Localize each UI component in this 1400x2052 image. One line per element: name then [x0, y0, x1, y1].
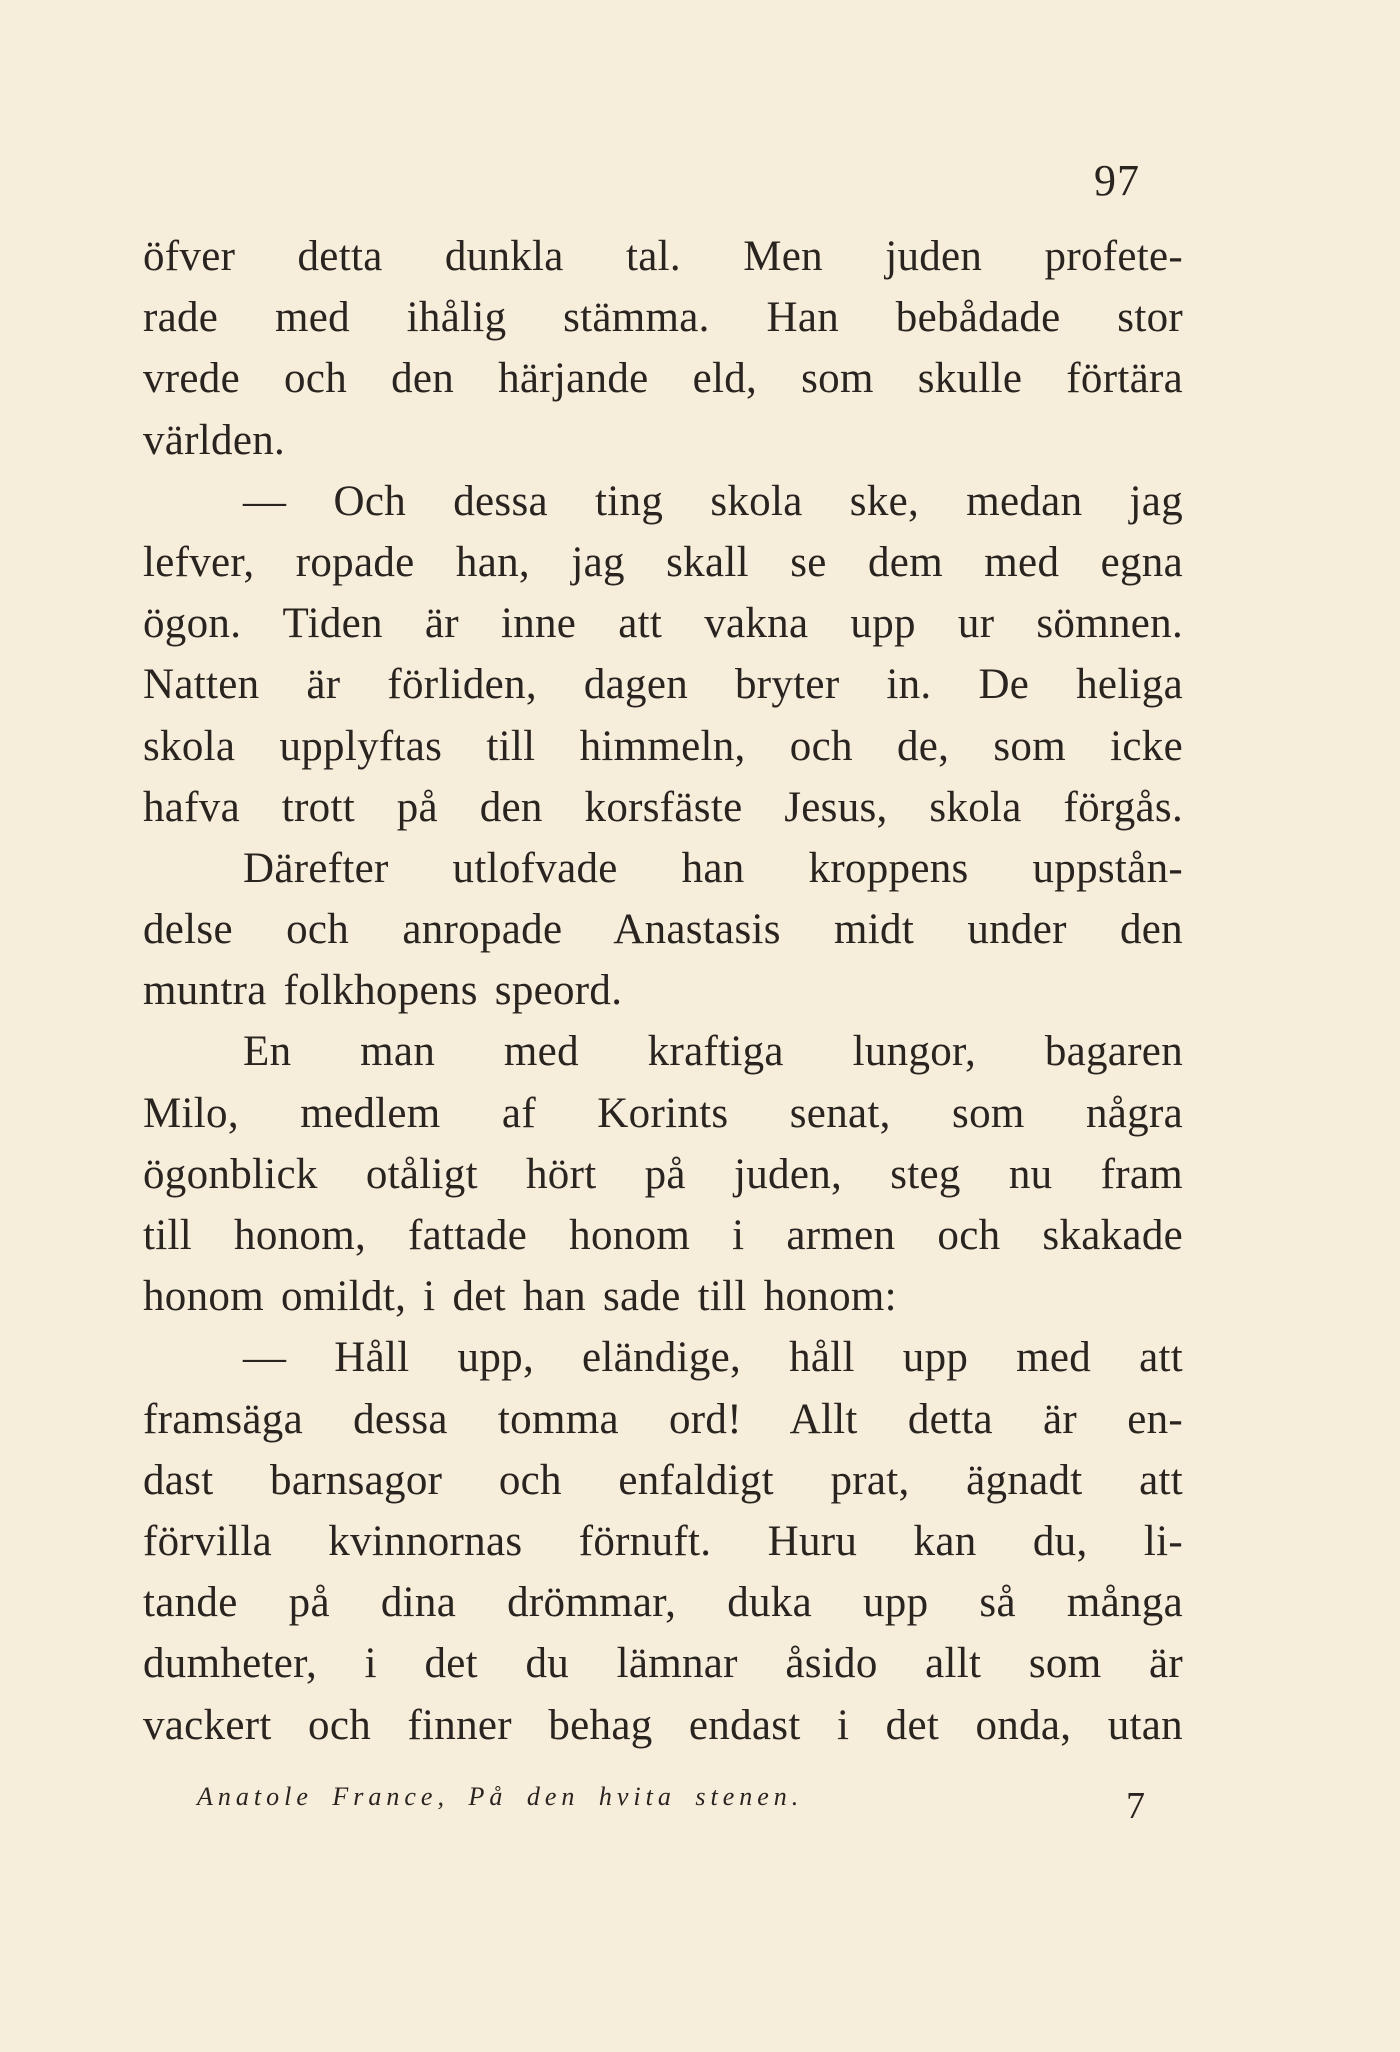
text-line: förvilla kvinnornas förnuft. Huru kan du, li-	[143, 1517, 1183, 1565]
text-line: Milo, medlem af Korints senat, som några	[143, 1089, 1183, 1137]
text-line: Därefter utlofvade han kroppens uppstån-	[243, 844, 1183, 892]
text-line: världen.	[143, 416, 286, 464]
text-line: — Och dessa ting skola ske, medan jag	[243, 477, 1183, 525]
text-line: vrede och den härjande eld, som skulle förtära	[143, 355, 1183, 403]
text-line: till honom, fattade honom i armen och skakade	[143, 1212, 1183, 1259]
text-line: framsäga dessa tomma ord! Allt detta är en-	[143, 1395, 1183, 1443]
text-line: ögon. Tiden är inne att vakna upp ur sömnen.	[143, 600, 1183, 648]
text-line: delse och anropade Anastasis midt under den	[143, 906, 1183, 954]
text-line: tande på dina drömmar, duka upp så många	[143, 1579, 1183, 1627]
text-line: En man med kraftiga lungor, bagaren	[243, 1028, 1183, 1076]
running-footer: Anatole France, På den hvita stenen.	[197, 1782, 804, 1811]
text-line: honom omildt, i det han sade till honom:	[143, 1273, 897, 1321]
text-line: skola upplyftas till himmeln, och de, som icke	[143, 722, 1183, 770]
body-text	[143, 226, 1183, 1756]
text-line: muntra folkhopens speord.	[143, 967, 623, 1015]
text-line: vackert och finner behag endast i det onda, utan	[143, 1701, 1183, 1749]
text-line: ögonblick otåligt hört på juden, steg nu fram	[143, 1150, 1183, 1198]
page-number: 97	[1094, 156, 1140, 205]
text-line: lefver, ropade han, jag skall se dem med egna	[143, 538, 1183, 586]
text-line: — Håll upp, eländige, håll upp med att	[243, 1334, 1183, 1382]
text-line: rade med ihålig stämma. Han bebådade stor	[143, 294, 1183, 342]
text-line: öfver detta dunkla tal. Men juden profete-	[143, 233, 1183, 280]
signature-mark: 7	[1126, 1785, 1145, 1827]
text-line: dumheter, i det du lämnar åsido allt som är	[143, 1640, 1183, 1688]
text-line: hafva trott på den korsfäste Jesus, skola förgås.	[143, 783, 1183, 831]
text-line: dast barnsagor och enfaldigt prat, ägnadt att	[143, 1456, 1183, 1504]
text-line: Natten är förliden, dagen bryter in. De heliga	[143, 661, 1183, 709]
